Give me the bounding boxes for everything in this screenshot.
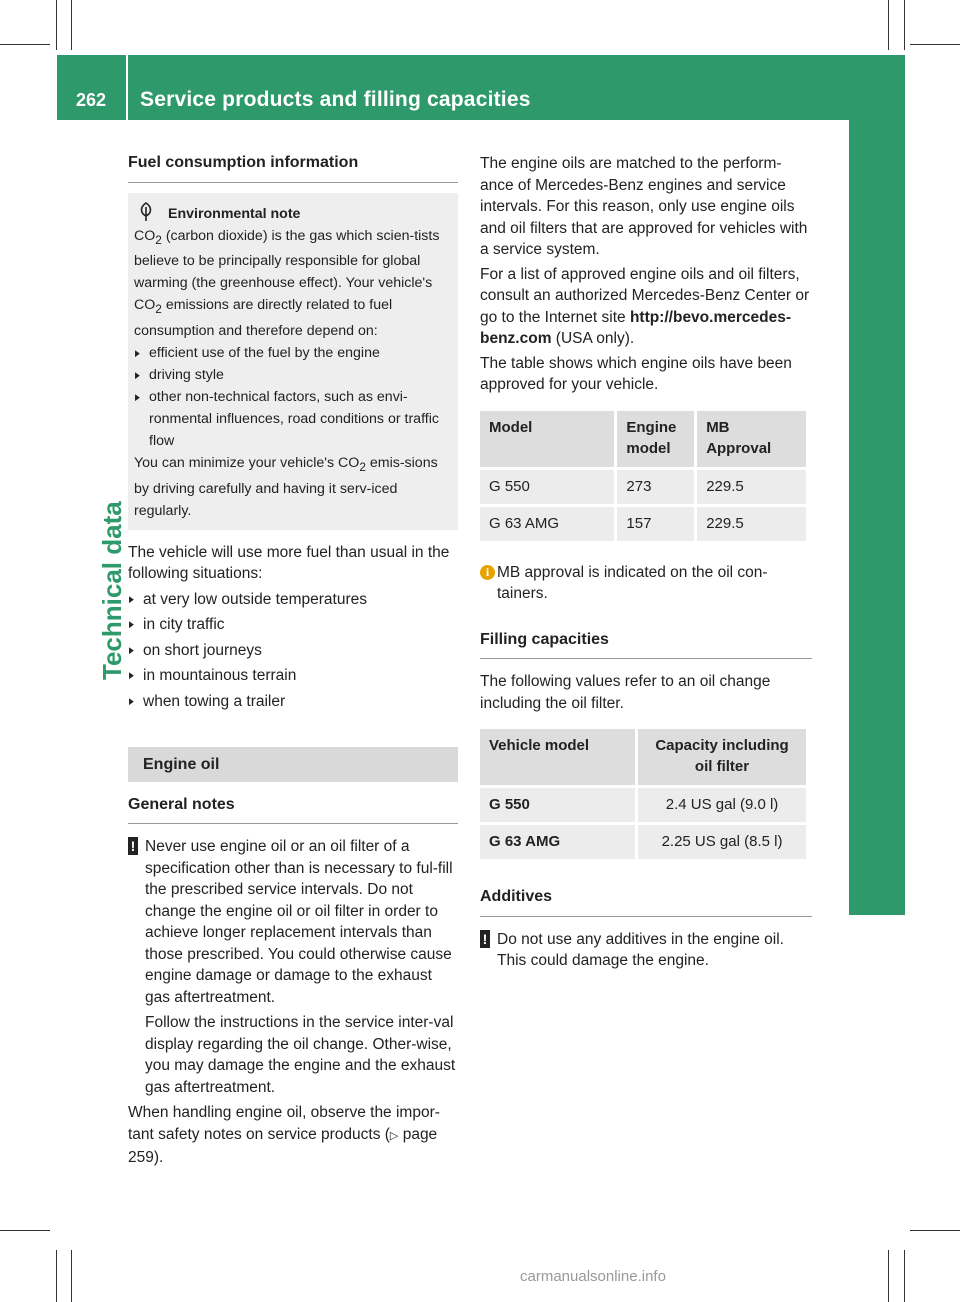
table-row	[480, 825, 806, 859]
crop-mark	[56, 0, 57, 50]
engine-oil-warning: ! Never use engine oil or an oil filter of a specification other than is necessary to ful-fill the prescribed service intervals. Do not change the engine oil or oil filter in order to achieve longer replacement intervals than those prescribed. You could otherwise cause engine damage or damage to the exhaust gas aftertreatment. Follow the instructions in the service inter-val display regarding the oil change. Other-wise, you may damage the engine and the exhaust gas aftertreatment.	[128, 836, 458, 1098]
list-item: ▶ at very low outside temperatures	[128, 589, 458, 611]
column-header: Engine model	[617, 411, 694, 467]
page-title: Service products and filling capacities	[140, 88, 531, 111]
additives-heading: Additives	[480, 884, 812, 917]
approval-table	[477, 408, 809, 544]
table-cell: G 550	[480, 788, 635, 822]
page-number: 262	[76, 90, 107, 110]
crop-mark	[910, 1230, 960, 1231]
table-cell: 273	[617, 470, 694, 504]
list-item: ▶ efficient use of the fuel by the engine	[134, 342, 452, 364]
crop-mark	[904, 1250, 905, 1302]
header-divider	[126, 55, 128, 120]
crop-mark	[888, 1250, 889, 1302]
table-cell: G 550	[480, 470, 614, 504]
table-cell: G 63 AMG	[480, 825, 635, 859]
warning-icon: !	[480, 930, 490, 948]
table-header-row	[480, 411, 806, 467]
crop-mark	[904, 0, 905, 50]
handling-note: When handling engine oil, observe the impor-tant safety notes on service products (▷ page 259).	[128, 1104, 440, 1167]
approval-info: i MB approval is indicated on the oil con-tainers.	[480, 562, 812, 605]
crop-mark	[71, 1250, 72, 1302]
table-intro: The table shows which engine oils have been approved for your vehicle.	[480, 354, 792, 393]
list-item: ▶ driving style	[134, 364, 452, 386]
column-header: Model	[480, 411, 614, 467]
fuel-intro: The vehicle will use more fuel than usual in the following situations:	[128, 543, 450, 583]
info-icon: i	[480, 565, 495, 580]
filling-capacities-heading: Filling capacities	[480, 627, 812, 660]
general-notes-heading: General notes	[128, 792, 458, 825]
watermark: carmanualsonline.info	[520, 1268, 666, 1285]
list-item: ▶ in mountainous terrain	[128, 665, 458, 687]
list-item: ▶ on short journeys	[128, 640, 458, 662]
table-cell: 229.5	[697, 470, 806, 504]
note-paragraph: $CO_2$ (carbon dioxide) is the gas which scien-tists believe to be principally responsible for global warming (the greenhouse effect). Your vehicle's $CO_2$ emissions are directly related to fuel consumption and therefore depend on:	[134, 227, 440, 340]
table-row	[480, 507, 806, 541]
column-header: Vehicle model	[480, 729, 635, 785]
environmental-note	[128, 193, 458, 530]
crop-mark	[56, 1250, 57, 1302]
crop-mark	[71, 0, 72, 50]
filling-intro: The following values refer to an oil change including the oil filter.	[480, 673, 771, 712]
note-paragraph: You can minimize your vehicle's $CO_2$ emis-sions by driving carefully and having it serv-iced regularly.	[134, 455, 438, 519]
capacity-table	[477, 726, 809, 862]
bevo-link[interactable]: http://bevo.mercedes-benz.com	[480, 308, 791, 347]
approved-oils-paragraph: For a list of approved engine oils and oil filters, consult an authorized Mercedes-Benz Center or go to the Internet site http://bevo.mercedes-benz.com (USA only).	[480, 265, 810, 347]
engine-oil-heading: Engine oil	[128, 747, 458, 782]
table-cell: G 63 AMG	[480, 507, 614, 541]
left-column	[128, 150, 458, 1169]
crop-mark	[0, 44, 50, 45]
leaf-icon	[138, 202, 154, 222]
additives-warning: ! Do not use any additives in the engine oil. This could damage the engine.	[480, 929, 812, 972]
right-column	[480, 150, 812, 972]
list-item: ▶ when towing a trailer	[128, 691, 458, 713]
page-ref-arrow-icon: ▷	[389, 1129, 399, 1142]
table-header-row	[480, 729, 806, 785]
crop-mark	[0, 1230, 50, 1231]
fuel-heading: Fuel consumption information	[128, 150, 458, 183]
chapter-tab	[849, 120, 905, 915]
list-item: ▶ other non-technical factors, such as envi-ronmental influences, road conditions or traffic flow	[134, 386, 452, 452]
warning-icon: !	[128, 837, 138, 855]
table-row	[480, 470, 806, 504]
list-item: ▶ in city traffic	[128, 614, 458, 636]
column-header: Capacity including oil filter	[638, 729, 806, 785]
table-cell: 2.25 US gal (8.5 l)	[638, 825, 806, 859]
table-row	[480, 788, 806, 822]
engine-oil-matched: The engine oils are matched to the perform-ance of Mercedes-Benz engines and service intervals. For this reason, only use engine oils and oil filters that are approved for vehicles with a service system.	[480, 155, 808, 258]
fuel-situations-list	[128, 589, 458, 713]
note-bullet-list	[134, 342, 452, 452]
table-cell: 2.4 US gal (9.0 l)	[638, 788, 806, 822]
crop-mark	[888, 0, 889, 50]
note-title: Environmental note	[134, 203, 452, 225]
table-cell: 157	[617, 507, 694, 541]
table-cell: 229.5	[697, 507, 806, 541]
crop-mark	[910, 44, 960, 45]
column-header: MB Approval	[697, 411, 806, 467]
